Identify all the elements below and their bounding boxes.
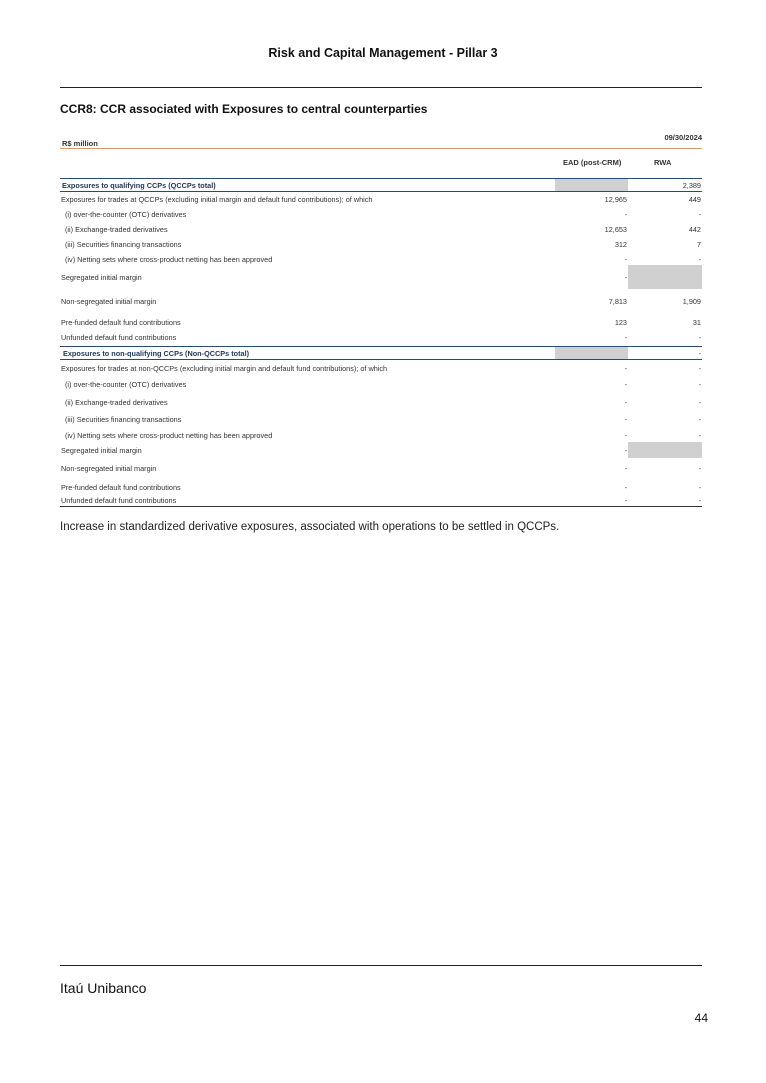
row-rwa: - xyxy=(698,255,701,264)
row-rwa: 2,389 xyxy=(682,181,701,190)
table-row-non-qccp-total xyxy=(60,346,702,360)
table-bottom-rule xyxy=(60,506,702,507)
row-rwa: - xyxy=(698,210,701,219)
row-ead: - xyxy=(624,380,627,389)
row-ead: 312 xyxy=(614,240,627,249)
row-rwa: - xyxy=(698,349,701,358)
row-label: (ii) Exchange-traded derivatives xyxy=(65,225,168,234)
header-divider xyxy=(60,87,702,88)
row-ead: - xyxy=(624,364,627,373)
row-rwa: - xyxy=(698,415,701,424)
row-label: Non-segregated initial margin xyxy=(61,464,157,473)
column-header-ead: EAD (post-CRM) xyxy=(563,158,622,167)
page-number: 44 xyxy=(694,1011,708,1025)
gray-cell xyxy=(628,265,702,289)
row-ead: - xyxy=(624,398,627,407)
column-header-rwa: RWA xyxy=(654,158,672,167)
gray-cell xyxy=(555,347,628,359)
section-title: CCR8: CCR associated with Exposures to central counterparties xyxy=(60,102,428,116)
row-label: Exposures for trades at non-QCCPs (excluding initial margin and default fund contributions); of which xyxy=(61,364,388,373)
row-ead: 12,653 xyxy=(604,225,627,234)
reporting-date: 09/30/2024 xyxy=(664,133,702,142)
row-rwa: - xyxy=(698,496,701,505)
gray-cell xyxy=(628,442,702,458)
row-ead: - xyxy=(624,333,627,342)
table-row-qccp-total xyxy=(60,178,702,192)
row-label: (ii) Exchange-traded derivatives xyxy=(65,398,168,407)
row-ead: - xyxy=(624,496,627,505)
row-label: Exposures to qualifying CCPs (QCCPs total) xyxy=(62,181,216,190)
row-label: (iii) Securities financing transactions xyxy=(65,240,182,249)
unit-divider xyxy=(60,148,702,149)
row-ead: - xyxy=(624,483,627,492)
row-rwa: - xyxy=(698,364,701,373)
row-label: (iii) Securities financing transactions xyxy=(65,415,182,424)
row-rwa: 7 xyxy=(696,240,701,249)
row-rwa: 449 xyxy=(688,195,701,204)
row-rwa: 1,909 xyxy=(682,297,701,306)
row-label: Exposures to non-qualifying CCPs (Non-QCCPs total) xyxy=(63,349,250,358)
row-ead: - xyxy=(624,210,627,219)
unit-label: R$ million xyxy=(62,139,98,148)
row-label: (i) over-the-counter (OTC) derivatives xyxy=(65,210,187,219)
row-ead: - xyxy=(624,255,627,264)
row-label: Non-segregated initial margin xyxy=(61,297,157,306)
row-rwa: 31 xyxy=(692,318,701,327)
row-rwa: - xyxy=(698,398,701,407)
footer-divider xyxy=(60,965,702,966)
row-label: (i) over-the-counter (OTC) derivatives xyxy=(65,380,187,389)
row-ead: - xyxy=(624,431,627,440)
row-ead: - xyxy=(624,464,627,473)
row-label: (iv) Netting sets where cross-product netting has been approved xyxy=(65,431,273,440)
row-rwa: - xyxy=(698,464,701,473)
row-label: Pre-funded default fund contributions xyxy=(61,483,181,492)
row-label: Segregated initial margin xyxy=(61,273,142,282)
row-rwa: - xyxy=(698,333,701,342)
row-rwa: - xyxy=(698,431,701,440)
footnote: Increase in standardized derivative exposures, associated with operations to be settled in QCCPs. xyxy=(60,521,560,533)
row-label: Unfunded default fund contributions xyxy=(61,496,177,505)
row-label: Pre-funded default fund contributions xyxy=(61,318,181,327)
row-rwa: 442 xyxy=(688,225,701,234)
company-name: Itaú Unibanco xyxy=(60,980,147,996)
row-ead: - xyxy=(624,273,627,282)
row-label: Exposures for trades at QCCPs (excluding initial margin and default fund contributions); of which xyxy=(61,195,373,204)
row-ead: - xyxy=(624,446,627,455)
row-ead: 123 xyxy=(614,318,627,327)
gray-cell xyxy=(555,179,628,191)
row-ead: 12,965 xyxy=(604,195,627,204)
row-label: Unfunded default fund contributions xyxy=(61,333,177,342)
row-label: (iv) Netting sets where cross-product netting has been approved xyxy=(65,255,273,264)
row-rwa: - xyxy=(698,380,701,389)
page-header-title: Risk and Capital Management - Pillar 3 xyxy=(268,46,498,60)
row-rwa: - xyxy=(698,483,701,492)
row-ead: 7,813 xyxy=(608,297,627,306)
row-label: Segregated initial margin xyxy=(61,446,142,455)
row-ead: - xyxy=(624,415,627,424)
